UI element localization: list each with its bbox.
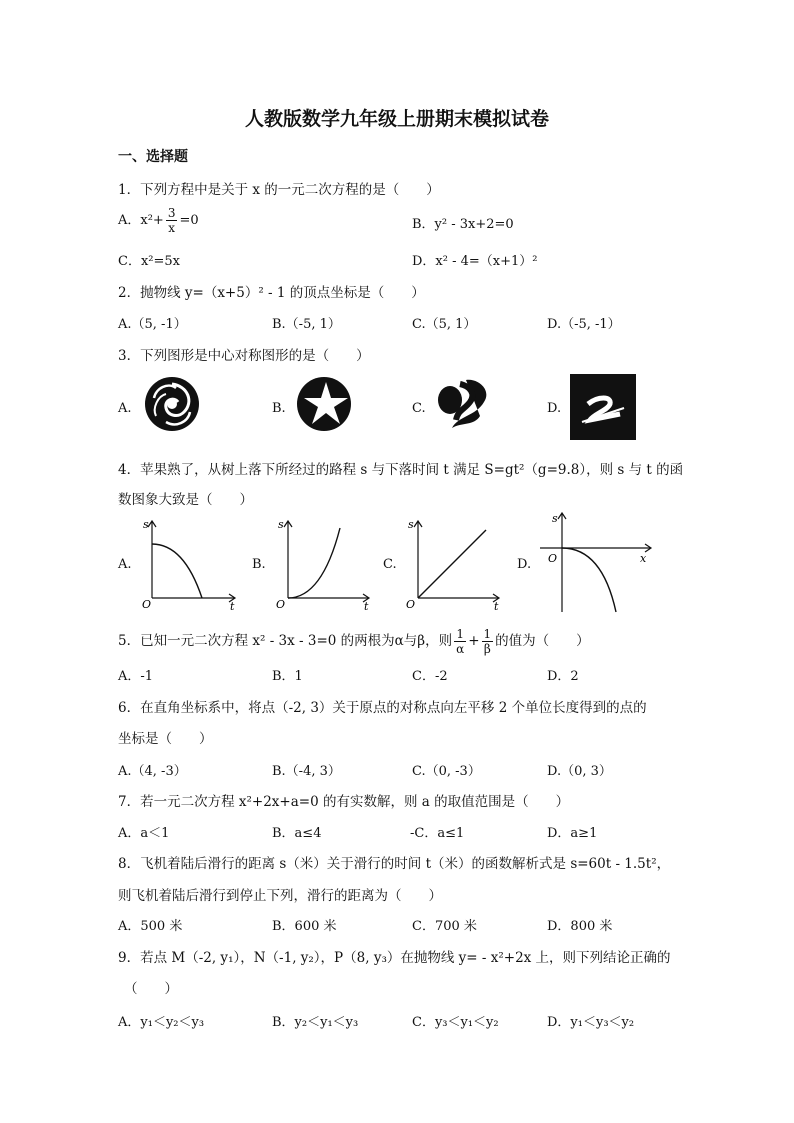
q7-option-d: D．a≥1 (547, 826, 598, 841)
q4c-label-o: O (406, 598, 416, 611)
q1-option-d: D．x² - 4=（x+1）² (412, 254, 538, 269)
q6-option-d: D.（0, 3） (547, 764, 612, 779)
q3-figure-b-star (296, 376, 352, 432)
q5-frac1-den: α (456, 642, 465, 656)
q4a-label-s: s (143, 518, 149, 531)
section-heading: 一、选择题 (118, 149, 188, 165)
question-6-stem-line2: 坐标是（ ） (118, 731, 213, 747)
q9-option-c: C．y₃＜y₁＜y₂ (412, 1015, 499, 1030)
q4d-curve (562, 548, 616, 612)
q1-option-a-text: A．x²+ (118, 213, 164, 228)
q3-figure-d-square (570, 374, 636, 440)
q1-fraction-num: 3 (167, 206, 176, 220)
q4c-label-s: s (408, 518, 414, 531)
q8-option-c: C．700 米 (412, 919, 477, 934)
q8-option-b: B．600 米 (272, 919, 337, 934)
q3-option-b: B. (272, 401, 286, 416)
question-2-stem: 2．抛物线 y=（x+5）² - 1 的顶点坐标是（ ） (118, 285, 425, 301)
q1-fraction (166, 206, 178, 235)
q9-option-b: B．y₂＜y₁＜y₃ (272, 1015, 359, 1030)
q4d-label-o: O (548, 552, 558, 565)
question-6-stem-line1: 6．在直角坐标系中，将点（-2, 3）关于原点的对称点向左平移 2 个单位长度得到的点的 (118, 700, 647, 716)
q6-option-c: C.（0, -3） (412, 764, 481, 779)
q4-graph-a (138, 516, 242, 612)
q5-option-a: A．-1 (118, 669, 154, 684)
q3-option-c: C. (412, 401, 426, 416)
q4-graph-b (270, 516, 374, 612)
q1-option-c: C．x²=5x (118, 254, 180, 269)
q1-option-a (118, 206, 199, 235)
q2-option-c: C.（5, 1） (412, 317, 477, 332)
q5-frac1-num: 1 (454, 627, 466, 642)
q3-figure-a-swirl (144, 376, 200, 432)
q4c-label-t: t (494, 600, 499, 612)
q8-option-d: D．800 米 (547, 919, 613, 934)
q7-option-b: B．a≤4 (272, 826, 322, 841)
question-9-stem-line2: （ ） (124, 981, 178, 997)
question-4-stem-line2: 数图象大致是（ ） (118, 492, 253, 508)
q3-figure-c-shape (436, 376, 496, 432)
q4-option-d: D. (517, 557, 532, 572)
q1-option-a-tail: =0 (179, 213, 199, 228)
q8-option-a: A．500 米 (118, 919, 183, 934)
q4b-label-t: t (364, 600, 369, 612)
q1-fraction-den: x (168, 221, 176, 235)
question-3-stem: 3．下列图形是中心对称图形的是（ ） (118, 348, 370, 364)
question-8-stem-line2: 则飞机着陆后滑行到停止下列，滑行的距离为（ ） (118, 888, 442, 904)
question-4-stem-line1: 4．苹果熟了，从树上落下所经过的路程 s 与下落时间 t 满足 S=gt²（g=9.8），则 s 与 t 的函 (118, 462, 684, 478)
q4-option-b: B. (252, 557, 266, 572)
q2-option-d: D.（-5, -1） (547, 317, 621, 332)
question-1-stem: 1．下列方程中是关于 x 的一元二次方程的是（ ） (118, 182, 440, 198)
q3-option-a: A. (118, 401, 132, 416)
q5-fraction-beta (482, 627, 494, 656)
q4-option-c: C. (383, 557, 397, 572)
q5-plus: + (468, 633, 480, 649)
q3-option-d: D. (547, 401, 562, 416)
q4-option-a: A. (118, 557, 132, 572)
q5-option-c: C．-2 (412, 669, 448, 684)
q4a-curve (152, 544, 202, 598)
q2-option-a: A.（5, -1） (118, 317, 187, 332)
q1-option-b: B．y² - 3x+2=0 (412, 217, 514, 232)
q4-graph-d (532, 508, 656, 618)
q5-option-b: B．1 (272, 669, 303, 684)
question-8-stem-line1: 8．飞机着陆后滑行的距离 s（米）关于滑行的时间 t（米）的函数解析式是 s=60t - 1.5t²， (118, 856, 671, 872)
q5-option-d: D．2 (547, 669, 579, 684)
q4b-label-o: O (276, 598, 286, 611)
q4c-line (418, 530, 486, 598)
q5-frac2-den: β (483, 642, 491, 656)
q4a-label-t: t (230, 600, 235, 612)
q7-option-a: A．a＜1 (118, 826, 170, 841)
question-5-stem (118, 627, 590, 656)
q6-option-b: B.（-4, 3） (272, 764, 341, 779)
question-7-stem: 7．若一元二次方程 x²+2x+a=0 的有实数解，则 a 的取值范围是（ ） (118, 794, 570, 810)
q7-option-c: -C．a≤1 (410, 826, 465, 841)
q9-option-a: A．y₁＜y₂＜y₃ (118, 1015, 205, 1030)
q5-stem-post: 的值为（ ） (495, 633, 590, 649)
q4b-curve (288, 528, 340, 598)
q4a-label-o: O (142, 598, 152, 611)
q4b-label-s: s (278, 518, 284, 531)
q2-option-b: B.（-5, 1） (272, 317, 341, 332)
q5-stem-pre: 5．已知一元二次方程 x² - 3x - 3=0 的两根为α与β，则 (118, 633, 453, 649)
q4d-label-x: x (640, 552, 647, 565)
page-title: 人教版数学九年级上册期末模拟试卷 (244, 108, 549, 130)
q5-fraction-alpha (454, 627, 466, 656)
q9-option-d: D．y₁＜y₃＜y₂ (547, 1015, 635, 1030)
question-9-stem-line1: 9．若点 M（-2, y₁），N（-1, y₂），P（8, y₃）在抛物线 y= - x²+2x 上，则下列结论正确的 (118, 950, 671, 966)
q4-graph-c (400, 516, 504, 612)
q4d-label-s: s (552, 512, 558, 525)
q6-option-a: A.（4, -3） (118, 764, 187, 779)
q5-frac2-num: 1 (483, 627, 492, 641)
